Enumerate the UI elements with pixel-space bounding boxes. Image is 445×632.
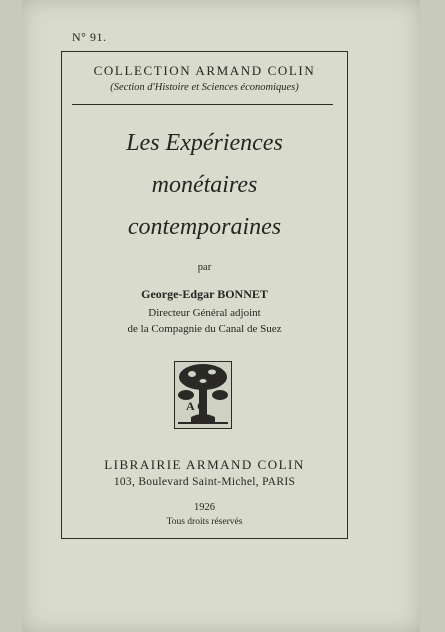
collection-section: (Section d'Histoire et Sciences économiques) bbox=[110, 82, 299, 93]
page-number: N° 91. bbox=[72, 30, 107, 44]
book-title-line-3: contemporaines bbox=[127, 214, 282, 240]
title-page bbox=[22, 0, 420, 632]
author-role-line-1: Directeur Général adjoint bbox=[148, 307, 261, 319]
publication-year: 1926 bbox=[194, 502, 215, 513]
title-frame bbox=[61, 51, 348, 539]
publisher-address: 103, Boulevard Saint-Michel, PARIS bbox=[113, 476, 296, 488]
header-rule bbox=[72, 104, 333, 105]
author-name: George-Edgar BONNET bbox=[141, 287, 268, 301]
book-title-line-2: monétaires bbox=[151, 172, 258, 198]
collection-name: COLLECTION ARMAND COLIN bbox=[93, 63, 316, 78]
publisher-name: LIBRAIRIE ARMAND COLIN bbox=[104, 457, 305, 472]
emblem-letters: A C bbox=[186, 399, 206, 413]
rights-notice: Tous droits réservés bbox=[166, 517, 243, 527]
byline-par: par bbox=[197, 262, 212, 273]
book-title-line-1: Les Expériences bbox=[126, 130, 283, 156]
author-role-line-2: de la Compagnie du Canal de Suez bbox=[127, 323, 282, 335]
tree-emblem-icon bbox=[174, 361, 232, 429]
